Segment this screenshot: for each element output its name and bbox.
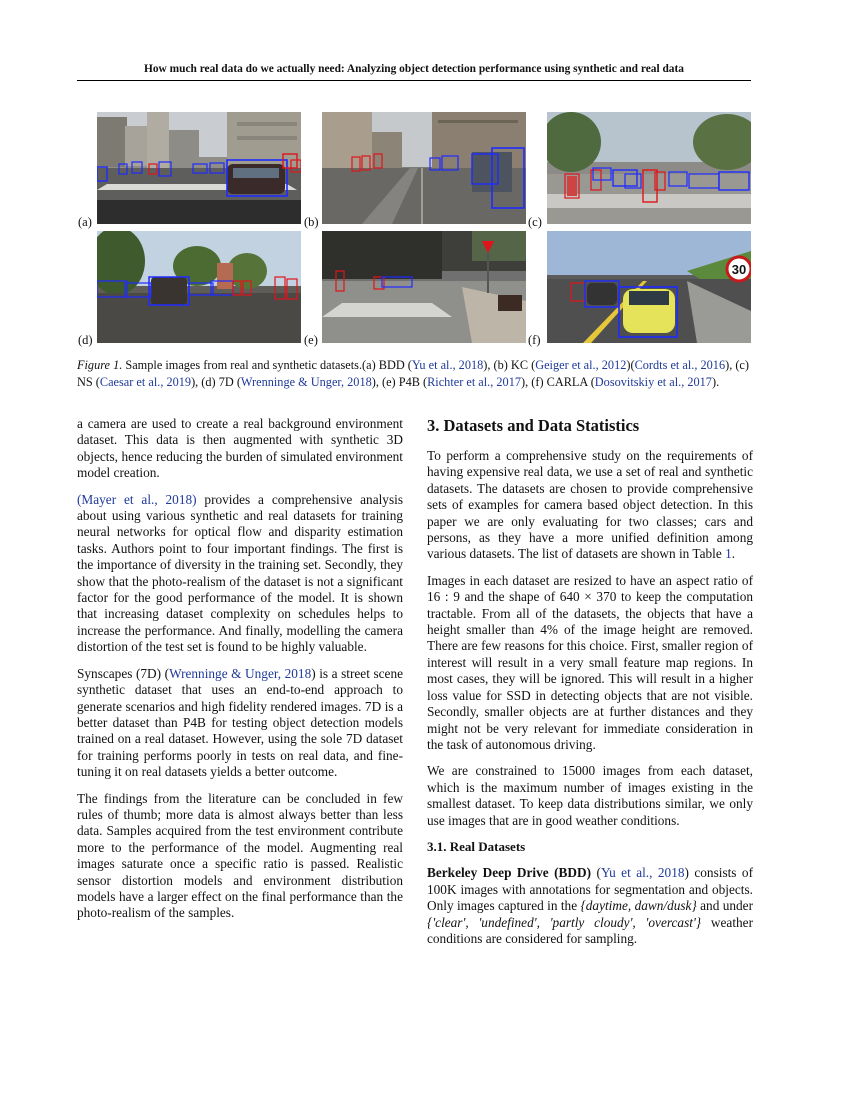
citation-link[interactable]: Caesar et al., 2019 [99, 375, 192, 389]
paragraph [427, 448, 753, 563]
citation-link[interactable]: Cordts et al., 2016 [634, 358, 726, 372]
p4b-street-image [322, 231, 526, 343]
subsection-heading: 3.1. Real Datasets [427, 838, 526, 854]
running-head: How much real data do we actually need: Analyzing object detection performance using synthetic and real data [144, 63, 684, 75]
paragraph-text: Synscapes (7D) ( [77, 665, 170, 681]
paragraph: a camera are used to create a real background environment dataset. This data is then augmented with synthetic 3D objects, hence reducing the burden of simulated environment model creation. [77, 416, 403, 481]
caption-text: ), (f) CARLA ( [521, 375, 595, 389]
citation-link[interactable]: Yu et al., 2018 [411, 358, 484, 372]
dataset-name: Berkeley Deep Drive (BDD) [427, 865, 592, 881]
paragraph-text: ) is a street scene synthetic dataset that uses an end-to-end approach to generate scenarios and high fidelity rendered images. 7D is a better dataset than P4B for testing object detection models trained on a real dataset. However, using the sole 7D dataset for training performs poorly in tests on real data, and fine-tuning it on real datasets yields a better outcome. [77, 665, 403, 780]
paragraph: We are constrained to 15000 images from each dataset, which is the maximum number of images existing in the smallest dataset. To keep data distributions similar, we only use images that are in good weather conditions. [427, 763, 753, 828]
caption-text: ), (b) KC ( [483, 358, 536, 372]
figure-panel-c [547, 112, 751, 224]
right-column [427, 416, 753, 957]
paragraph-text: ( [591, 865, 601, 881]
table-reference-link[interactable]: 1 [725, 546, 732, 562]
paragraph-text: and under [696, 898, 753, 914]
speed-sign-text: 30 [731, 262, 747, 277]
citation-link[interactable]: (Mayer et al., 2018) [77, 491, 197, 507]
figure-panel-d [97, 231, 301, 343]
caption-text: ), (c) NS ( [77, 358, 749, 389]
panel-label-c: (c) [528, 215, 542, 229]
paragraph-text: weather conditions are considered for sampling. [427, 914, 753, 946]
panel-label-a: (a) [78, 215, 92, 229]
panel-label-b: (b) [304, 215, 319, 229]
paragraph [77, 666, 403, 781]
paragraph: Images in each dataset are resized to have an aspect ratio of 16 : 9 and the shape of 640 × 370 to keep the computation tractable. From all of the datasets, the objects that have a height smaller than 4% of the image height are removed. There are few reasons for this choice. First, smaller region of interest will result in a very small feature map regions. In most cases, they will be ignored. This will result in a higher loss value for SSD in detecting objects that are not visible. Secondly, smaller objects are at further distances and they might not be very relevant for immediate consideration in the task of autonomous driving. [427, 572, 753, 752]
caption-text: Sample images from real and synthetic datasets.(a) BDD ( [122, 358, 412, 372]
figure-panel-f [547, 231, 751, 343]
weather-set: {'clear', 'undefined', 'partly cloudy', 'overcast'} [427, 914, 702, 930]
section-heading: 3. Datasets and Data Statistics [427, 416, 640, 435]
ns-street-image [547, 112, 751, 224]
figure-panel-e [322, 231, 526, 343]
header-rule [77, 80, 751, 81]
figure-panel-b [322, 112, 526, 224]
figure-label: Figure 1. [77, 358, 123, 372]
carla-street-image [547, 231, 751, 343]
citation-link[interactable]: Richter et al., 2017 [427, 375, 522, 389]
caption-text: )( [626, 358, 635, 372]
citation-link[interactable]: Dosovitskiy et al., 2017 [594, 375, 712, 389]
paragraph [427, 865, 753, 947]
paragraph [77, 492, 403, 656]
citation-link[interactable]: Yu et al., 2018 [600, 865, 685, 881]
time-set: {daytime, dawn/dusk} [580, 898, 697, 914]
panel-label-d: (d) [78, 333, 93, 347]
citation-link[interactable]: Wrenninge & Unger, 2018 [169, 665, 312, 681]
caption-text: ), (e) P4B ( [371, 375, 428, 389]
paragraph-text: . [731, 546, 736, 562]
figure-caption [77, 357, 753, 391]
panel-label-f: (f) [528, 333, 541, 347]
kc-street-image [322, 112, 526, 224]
panel-label-e: (e) [304, 333, 318, 347]
citation-link[interactable]: Geiger et al., 2012 [535, 358, 627, 372]
bdd-street-image [97, 112, 301, 224]
caption-text: ). [711, 375, 720, 389]
figure-panel-a [97, 112, 301, 224]
paragraph: The findings from the literature can be concluded in few rules of thumb; more data is almost always better than less data. Samples acquired from the test environment contribute more to the performance of the model. Augmenting real images saturate once a specific ratio is passed. Realistic sensor distortion models and environment distribution models have a larger effect on the final performance than the photo-realism of the samples. [77, 790, 403, 921]
citation-link[interactable]: Wrenninge & Unger, 2018 [240, 375, 372, 389]
paragraph-text: To perform a comprehensive study on the requirements of having expensive real data, we use a set of real and synthetic datasets. The datasets are chosen to provide comprehensive sets of examples for camera based object detection. In this paper we are only evaluating for two classes; cars and persons, as they have a more unified definition among various datasets. The list of datasets are shown in Table [427, 448, 753, 562]
paragraph-text: provides a comprehensive analysis about using various synthetic and real datasets for training neural networks for optical flow and disparity estimation tasks. Authors point to four important findings. The first is the importance of diversity in the training set. Secondly, they show that the photo-realism of the dataset is not a significant factor for the good performance of the model. It is shown that increasing dataset complexity on schedules helps to increase the performance. And finally, modelling the camera distortion of the test set is found to be highly valuable. [77, 491, 403, 655]
caption-text: ), (d) 7D ( [191, 375, 241, 389]
paragraph-text: ) consists of 100K images with annotations for segmentation and objects. Only images captured in the [427, 865, 754, 914]
7d-street-image [97, 231, 301, 343]
left-column [77, 416, 403, 932]
